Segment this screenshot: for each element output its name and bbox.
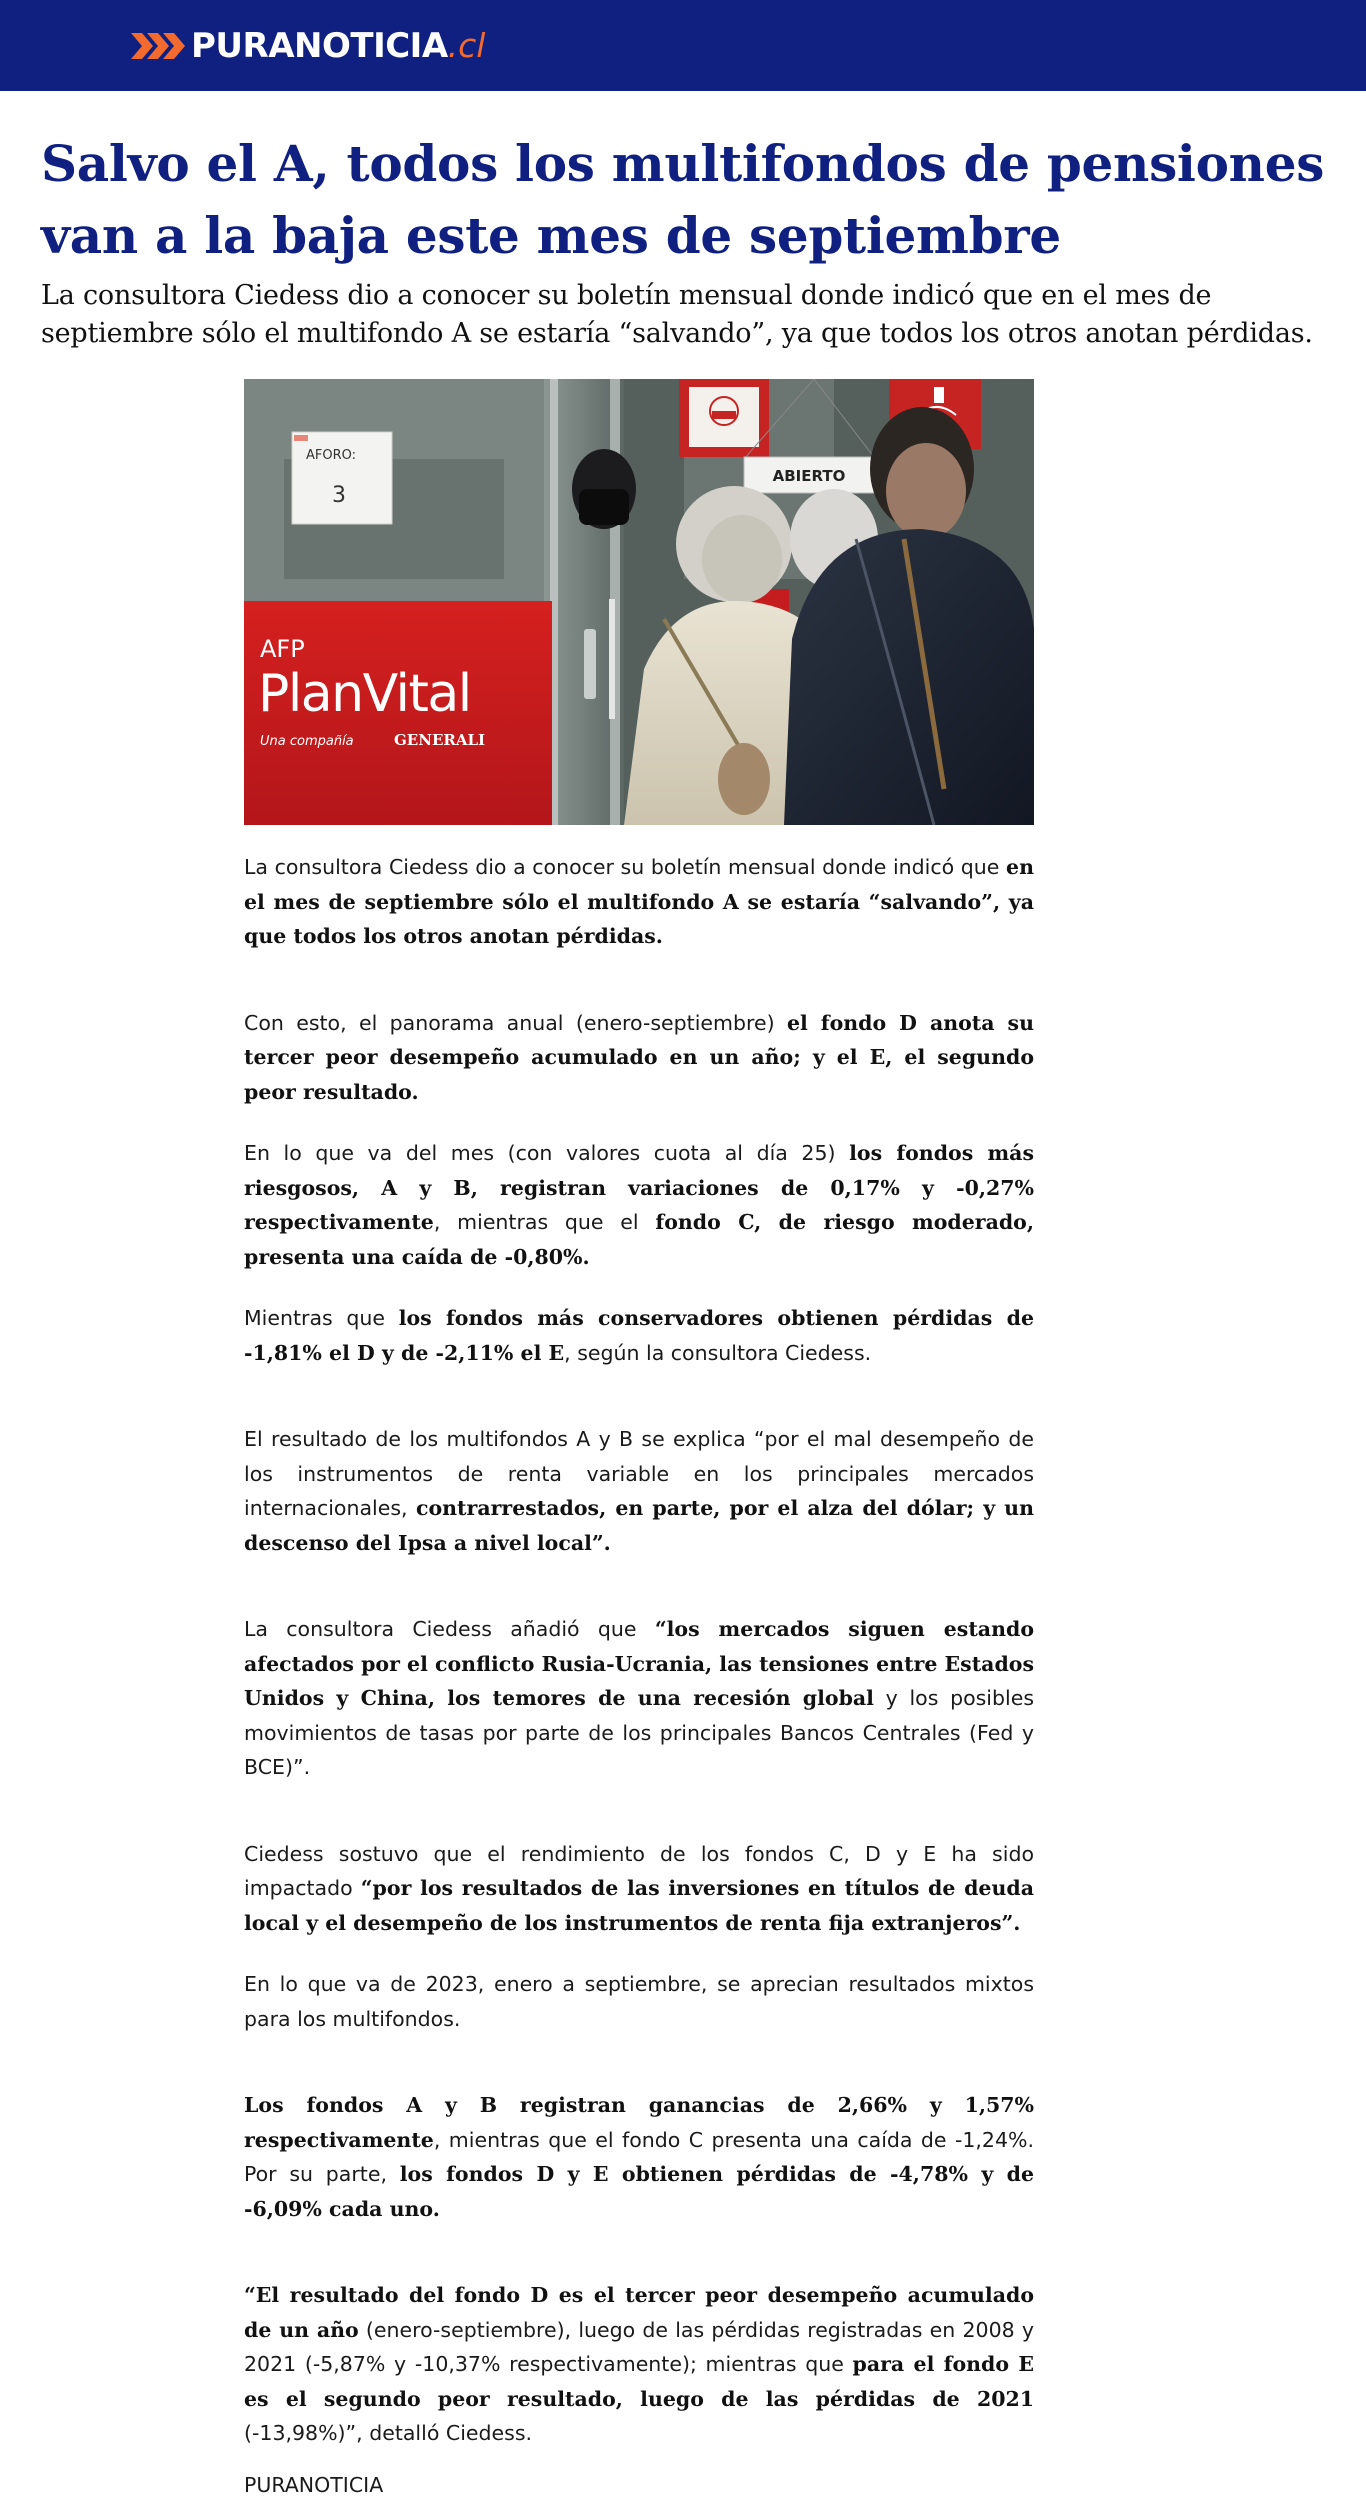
- aforo-sign: [292, 432, 392, 524]
- article-paragraph: Mientras que los fondos más conservadores obtienen pérdidas de -1,81% el D y de -2,11% el E, según la consultora Ciedess.: [244, 1301, 1034, 1370]
- afp-label: AFP: [260, 635, 305, 663]
- logo-wordmark: PURANOTICIA: [191, 24, 448, 68]
- article-paragraph: La consultora Ciedess añadió que “los mercados siguen estando afectados por el conflicto Rusia-Ucrania, las tensiones entre Estados Unidos y China, los temores de una recesión global y los posibles movimientos de tasas por parte de los principales Bancos Centrales (Fed y BCE)”.: [244, 1612, 1034, 1785]
- article-headline: Salvo el A, todos los multifondos de pensiones van a la baja este mes de septiembre: [41, 128, 1331, 272]
- aforo-sign-label: AFORO:: [306, 448, 356, 463]
- article-body: [244, 850, 1034, 2502]
- logo-domain-suffix: .cl: [448, 24, 486, 68]
- aforo-sign-value: 3: [332, 483, 346, 508]
- planvital-wordmark: PlanVital: [258, 664, 471, 724]
- article-paragraph: Ciedess sostuvo que el rendimiento de los fondos C, D y E ha sido impactado “por los resultados de las inversiones en títulos de deuda local y el desempeño de los instrumentos de renta fija extranjeros”.: [244, 1837, 1034, 1941]
- site-header: [0, 0, 1366, 91]
- article-paragraph: En lo que va del mes (con valores cuota al día 25) los fondos más riesgosos, A y B, registran variaciones de 0,17% y -0,27% respectivamente, mientras que el fondo C, de riesgo moderado, presenta una caída de -0,80%.: [244, 1136, 1034, 1274]
- abierto-sign-text: ABIERTO: [773, 467, 846, 485]
- article-paragraph: El resultado de los multifondos A y B se explica “por el mal desempeño de los instrumentos de renta variable en los principales mercados internacionales, contrarrestados, en parte, por el alza del dólar; y un descenso del Ipsa a nivel local”.: [244, 1422, 1034, 1560]
- site-logo[interactable]: [131, 24, 485, 68]
- planvital-tagline: Una compañía: [260, 734, 354, 749]
- article-subheadline: La consultora Ciedess dio a conocer su boletín mensual donde indicó que en el mes de septiembre sólo el multifondo A se estaría “salvando”, ya que todos los otros anotan pérdidas.: [41, 277, 1331, 353]
- article-paragraph: En lo que va de 2023, enero a septiembre, se aprecian resultados mixtos para los multifondos.: [244, 1967, 1034, 2036]
- photo-afp-office-entrance: [244, 379, 1034, 825]
- article-paragraph: Con esto, el panorama anual (enero-septiembre) el fondo D anota su tercer peor desempeño acumulado en un año; y el E, el segundo peor resultado.: [244, 1006, 1034, 1110]
- article-paragraph: La consultora Ciedess dio a conocer su boletín mensual donde indicó que en el mes de septiembre sólo el multifondo A se estaría “salvando”, ya que todos los otros anotan pérdidas.: [244, 850, 1034, 954]
- article-paragraph: Los fondos A y B registran ganancias de 2,66% y 1,57% respectivamente, mientras que el fondo C presenta una caída de -1,24%. Por su parte, los fondos D y E obtienen pérdidas de -4,78% y de -6,09% cada uno.: [244, 2088, 1034, 2226]
- generali-wordmark: GENERALI: [394, 731, 485, 749]
- article-photo: [244, 379, 1034, 825]
- article-paragraph: “El resultado del fondo D es el tercer peor desempeño acumulado de un año (enero-septiembre), luego de las pérdidas registradas en 2008 y 2021 (-5,87% y -10,37% respectivamente); mientras que para el fondo E es el segundo peor resultado, luego de las pérdidas de 2021 (-13,98%)”, detalló Ciedess.: [244, 2278, 1034, 2451]
- article-byline: PURANOTICIA: [244, 2468, 1034, 2502]
- logo-chevron-icon: [131, 33, 185, 59]
